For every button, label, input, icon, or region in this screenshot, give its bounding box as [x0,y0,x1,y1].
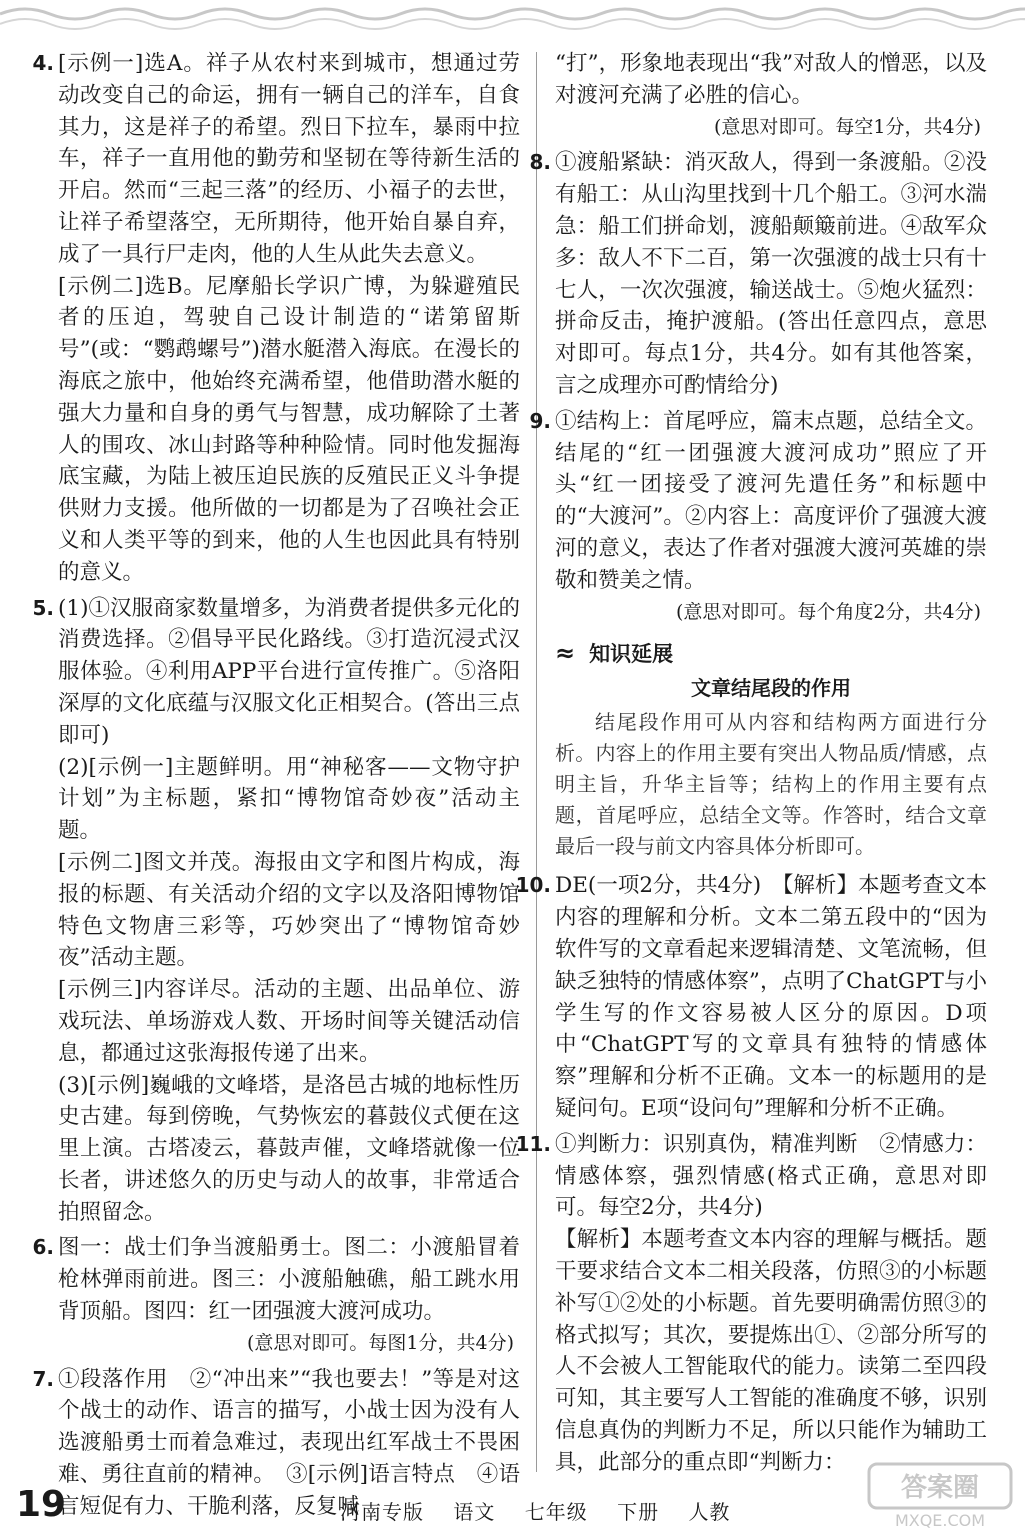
footer-meta [340,1496,752,1525]
answer-paragraph: 【解析】本题考查文本内容的理解与概括。题干要求结合文本二相关段落，仿照③的小标题补写①②处的小标题。首先要明确需仿照③的格式拟写；其次，要提炼出①、②部分所写的人不会被人工智能取代的能力。读第二至四段可知，其主要写人工智能的准确度不够，识别信息真伪的判断力不足，所以只能作为辅助工具，此部分的重点即“判断力： [555,1227,987,1475]
footer-edition: 河南专版 [340,1500,424,1524]
answer-item [515,870,987,1124]
column-divider [536,52,537,1472]
wave-icon: ≈ [555,639,576,668]
answer-paragraph: [示例二]选B。尼摩船长学识广博，为躲避殖民者的压迫，驾驶自己设计制造的“诺第留斯号”(或：“鹦鹉螺号”)潜水艇潜入海底。在漫长的海底之旅中，他始终充满希望，他借助潜水艇的强大力量和自身的勇气与智慧，成功解除了土著人的围攻、冰山封路等种种险情。同时他发掘海底宝藏，为陆上被压迫民族的反殖民正义斗争提供财力支援。他所做的一切都是为了召唤社会正义和人类平等的到来，他的人生也因此具有特别的意义。 [58,273,520,585]
answer-number: 10. [515,873,551,898]
footer-grade: 七年级 [524,1500,588,1524]
scoring-note: (意思对即可。每个角度2分，共4分) [675,600,981,623]
answer-number: 9. [529,408,551,433]
answer-paragraph: [示例一]选A。祥子从农村来到城市，想通过劳动改变自己的命运，拥有一辆自己的洋车，自食其力，这是祥子的希望。烈日下拉车，暴雨中拉车，祥子一直用他的勤劳和坚韧在等待新生活的开启。然而“三起三落”的经历、小福子的去世，让祥子希望落空，无所期待，他开始自暴自弃，成了一具行尸走肉，他的人生从此失去意义。 [58,51,520,267]
answer-item [515,1129,987,1479]
answer-item [529,406,987,629]
knowledge-extension [555,638,987,862]
answer-number: 6. [32,1235,54,1260]
answer-paragraph: ①渡船紧缺：消灭敌人，得到一条渡船。②没有船工：从山沟里找到十几个船工。③河水湍急：船工们拼命划，渡船颠簸前进。④敌军众多：敌人不下二百，第一次强渡的战士只有十七人，一次次强渡，输送战士。⑤炮火猛烈：拼命反击，掩护渡船。(答出任意四点，意思对即可。每点1分，共4分。如有其他答案，言之成理亦可酌情给分) [555,150,987,398]
extension-subtitle: 文章结尾段的作用 [691,676,851,701]
answer-paragraph: (3)[示例]巍峨的文峰塔，是洛邑古城的地标性历史古建。每到傍晚，气势恢宏的暮鼓仪式便在这里上演。古塔凌云，暮鼓声催，文峰塔就像一位长者，讲述悠久的历史与动人的故事，非常适合拍照留念。 [58,1072,520,1225]
answer-item [32,1232,520,1359]
answer-paragraph: [示例三]内容详尽。活动的主题、出品单位、游戏玩法、单场游戏人数、开场时间等关键活动信息，都通过这张海报传递了出来。 [58,977,520,1066]
answer-number: 4. [32,51,54,75]
svg-text:MXQE.COM: MXQE.COM [894,1511,986,1530]
watermark-logo [865,1458,1015,1532]
answer-number: 5. [32,595,54,620]
answer-paragraph: “打”，形象地表现出“我”对敌人的憎恶，以及对渡河充满了必胜的信心。 [555,51,987,108]
scoring-note: (意思对即可。每空1分，共4分) [713,115,981,138]
answer-paragraph: ①段落作用 ②“冲出来”“我也要去！”等是对这个战士的动作、语言的描写，小战士因为没有人选渡船勇士而着急难过，表现出红军战士不畏困难、勇往直前的精神。 ③[示例]语言特点 ④语言短促有力、干脆利落，反复喊 [58,1366,520,1519]
top-decorative-band [0,0,1025,40]
footer-subject: 语文 [453,1500,496,1524]
right-column [515,48,987,1482]
answer-number: 8. [529,150,551,175]
extension-header [555,638,987,668]
answer-paragraph: DE(一项2分，共4分) 【解析】本题考查文本内容的理解和分析。文本二第五段中的“因为软件写的文章看起来逻辑清楚、文笔流畅，但缺乏独特的情感体察”，点明了ChatGPT与小学生写的作文容易被人区分的原因。D项中“ChatGPT写的文章具有独特的情感体察”理解和分析不正确。文本一的标题用的是疑问句。E项“设问句”理解和分析不正确。 [555,873,987,1121]
answer-paragraph: ①结构上：首尾呼应，篇末点题，总结全文。结尾的“红一团强渡大渡河成功”照应了开头“红一团接受了渡河先遣任务”和标题中的“大渡河”。②内容上：高度评价了强渡大渡河的意义，表达了作者对强渡大渡河英雄的崇敬和赞美之情。 [555,408,987,593]
footer-publisher: 人教 [688,1500,731,1524]
answer-item [529,147,987,401]
extension-title: 知识延展 [589,642,674,667]
answer-item [32,48,520,589]
answer-paragraph: [示例二]图文并茂。海报由文字和图片构成，海报的标题、有关活动介绍的文字以及洛阳博物馆特色文物唐三彩等，巧妙突出了“博物馆奇妙夜”活动主题。 [58,849,520,971]
answer-paragraph: (1)①汉服商家数量增多，为消费者提供多元化的消费选择。②倡导平民化路线。③打造沉浸式汉服体验。④利用APP平台进行宣传推广。⑤洛阳深厚的文化底蕴与汉服文化正相契合。(答出三点即可) [58,595,520,748]
answer-paragraph: (2)[示例一]主题鲜明。用“神秘客——文物守护计划”为主标题，紧扣“博物馆奇妙夜”活动主题。 [58,754,520,844]
answer-paragraph: ①判断力：识别真伪，精准判断 ②情感力：情感体察，强烈情感(格式正确，意思对即可。每空2分，共4分) [555,1131,987,1221]
page-number: 19 [16,1484,67,1525]
scoring-note: (意思对即可。每图1分，共4分) [246,1331,514,1354]
footer-volume: 下册 [617,1500,660,1524]
answer-item [555,48,987,143]
answer-item [32,593,520,1229]
extension-body: 结尾段作用可从内容和结构两方面进行分析。内容上的作用主要有突出人物品质/情感，点明主旨，升华主旨等；结构上的作用主要有点题，首尾呼应，总结全文等。作答时，结合文章最后一段与前文内容具体分析即可。 [555,710,987,859]
answer-paragraph: 图一：战士们争当渡船勇士。图二：小渡船冒着枪林弹雨前进。图三：小渡船触礁，船工跳水用背顶船。图四：红一团强渡大渡河成功。 [58,1235,520,1325]
answer-number: 7. [32,1366,54,1391]
answer-number: 11. [515,1131,551,1156]
svg-text:答案圈: 答案圈 [900,1473,980,1503]
